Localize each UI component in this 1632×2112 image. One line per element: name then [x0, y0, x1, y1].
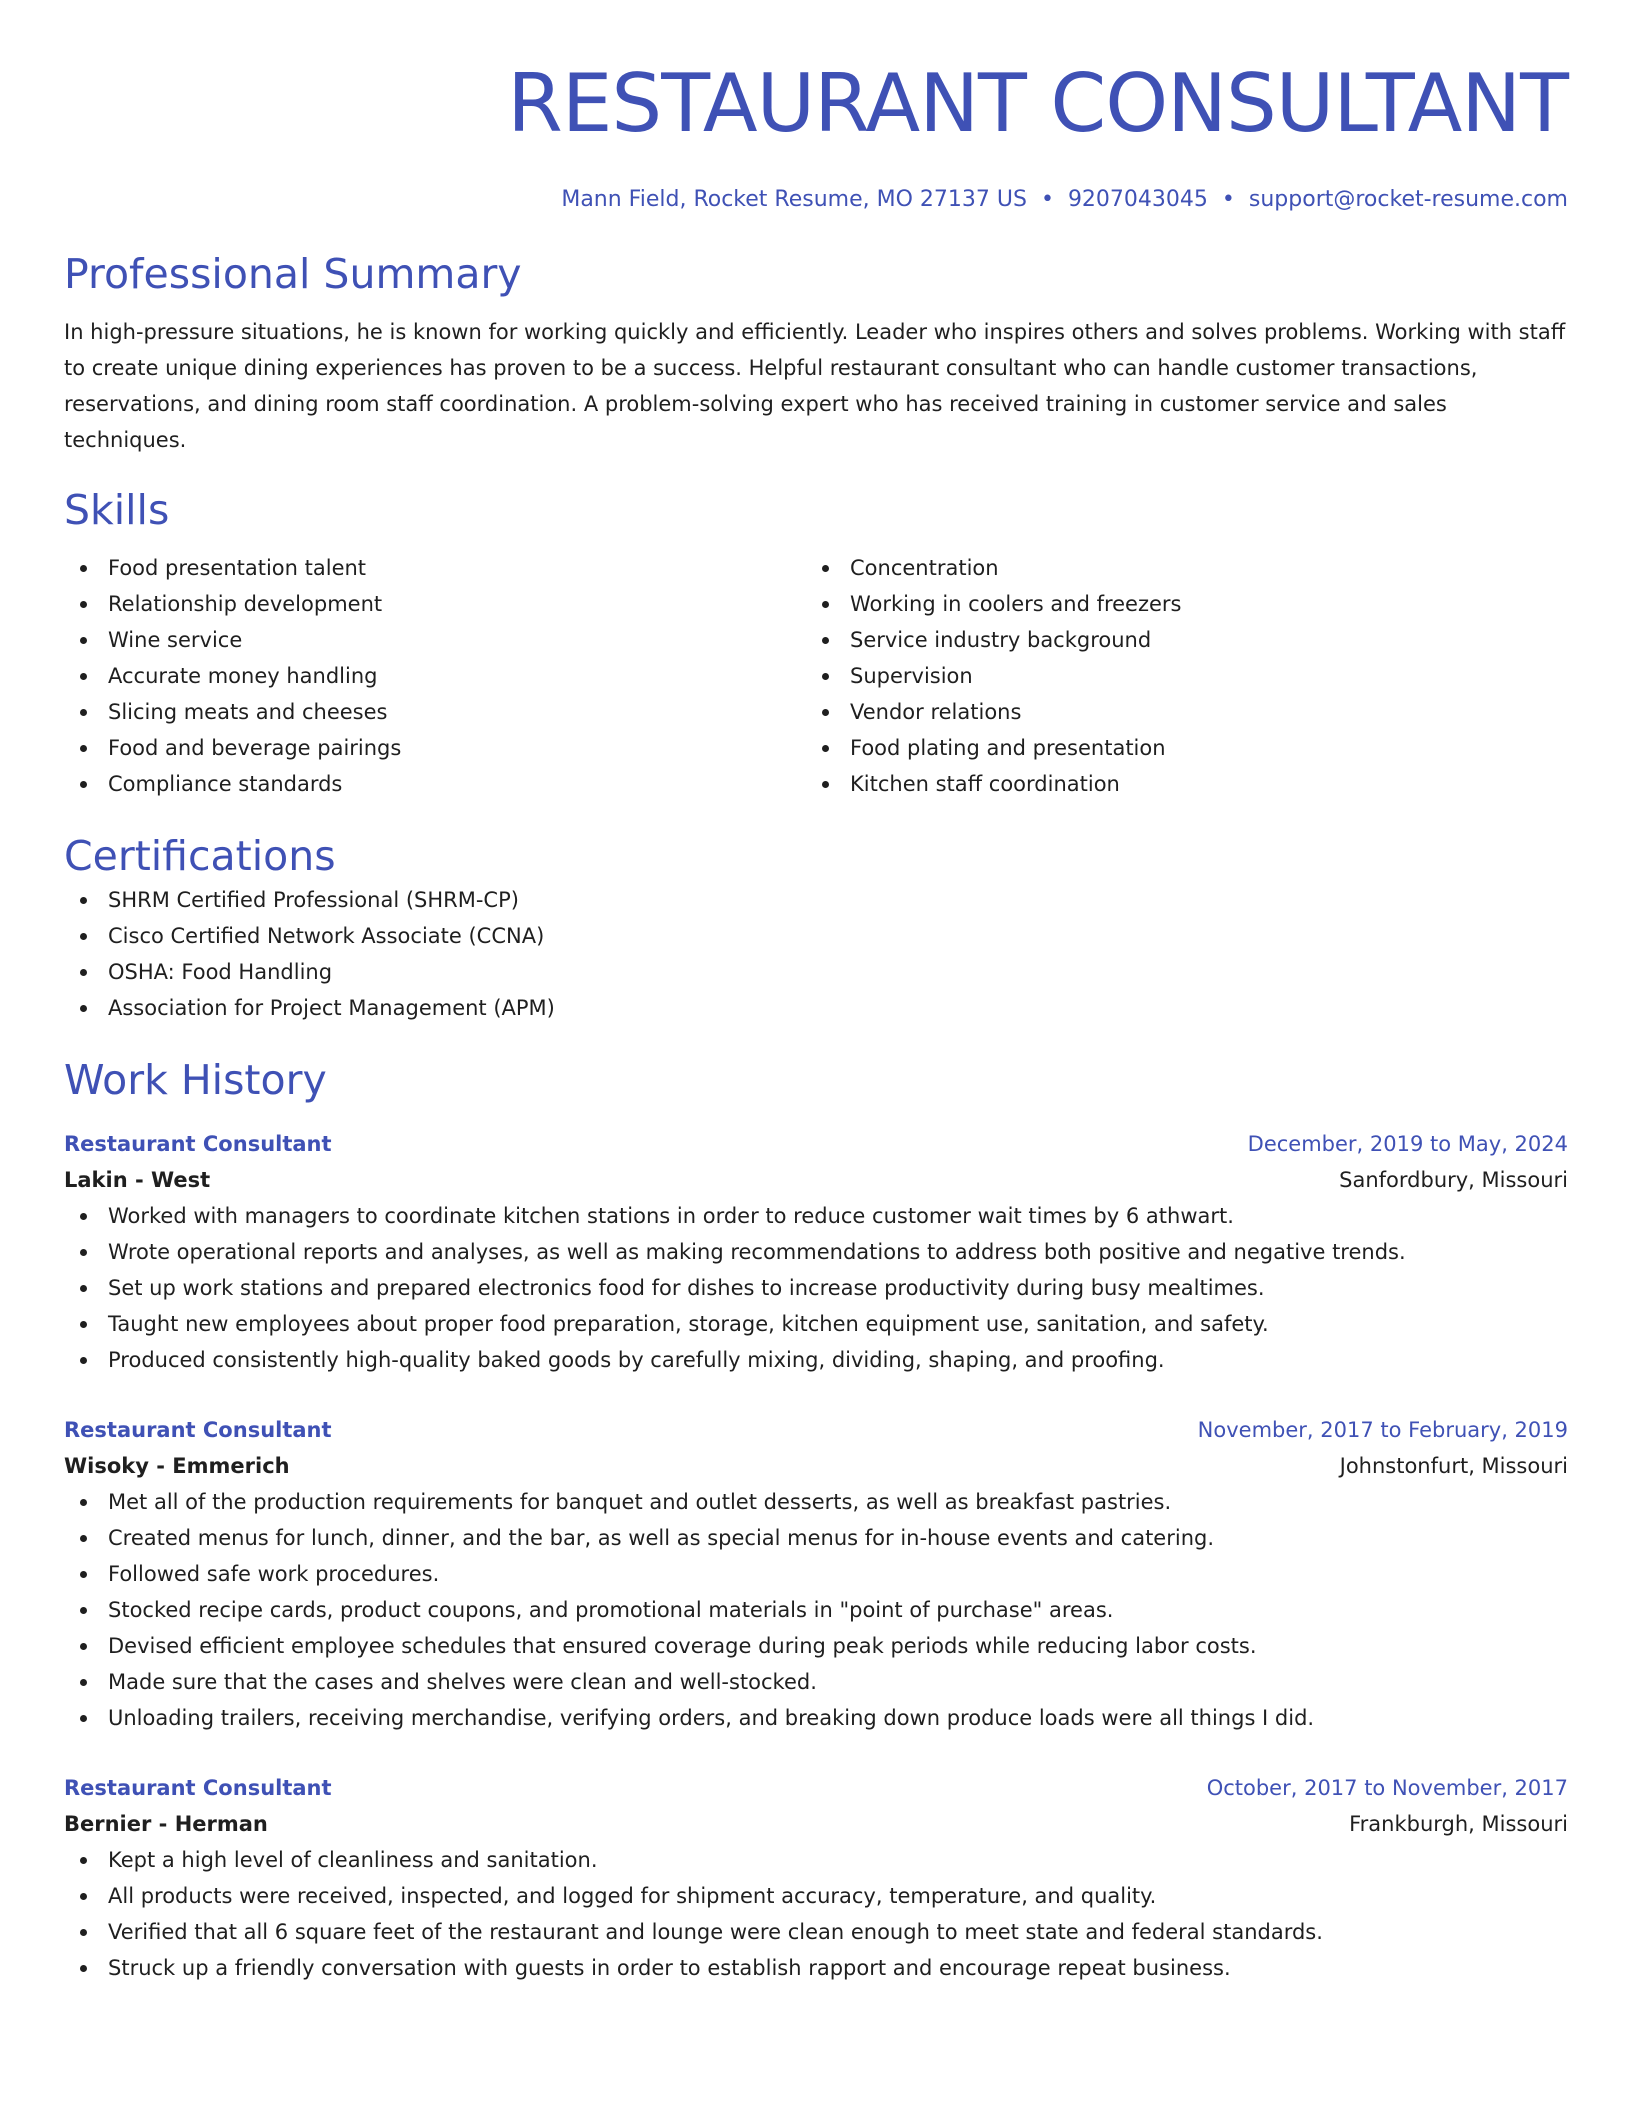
job-duty-item: Created menus for lunch, dinner, and the bar, as well as special menus for in-house events and catering.: [64, 1520, 1568, 1556]
summary-text: In high-pressure situations, he is known for working quickly and efficiently. Leader who inspires others and solves problems. Working with staff to create unique dining experiences has proven to be a success. Helpful restaurant consultant who can handle customer transactions, reservations, and dining room staff coordination. A problem-solving expert who has received training in customer service and sales techniques.: [64, 320, 1566, 452]
certification-item: Cisco Certified Network Associate (CCNA): [64, 918, 1568, 954]
job-duty-item: Struck up a friendly conversation with guests in order to establish rapport and encourage repeat business.: [64, 1950, 1568, 1986]
contact-phone: 9207043045: [1067, 187, 1208, 212]
job-header-row: [64, 1126, 1568, 1162]
job-duties-list: [64, 1842, 1568, 1986]
skill-item: Food presentation talent: [64, 550, 806, 586]
job-header-row: [64, 1770, 1568, 1806]
job-duties-list: [64, 1484, 1568, 1736]
contact-separator: •: [1221, 187, 1235, 212]
job-duty-item: Stocked recipe cards, product coupons, and promotional materials in "point of purchase" areas.: [64, 1592, 1568, 1628]
job-company-row: [64, 1162, 1568, 1198]
job-duty-item: Met all of the production requirements for banquet and outlet desserts, as well as breakfast pastries.: [64, 1484, 1568, 1520]
contact-line: [64, 184, 1568, 216]
job-location: Sanfordbury, Missouri: [1339, 1168, 1568, 1192]
job-header-row: [64, 1412, 1568, 1448]
skill-item: Wine service: [64, 622, 806, 658]
job-duty-item: Made sure that the cases and shelves were clean and well-stocked.: [64, 1664, 1568, 1700]
skill-item: Accurate money handling: [64, 658, 806, 694]
job-location: Johnstonfurt, Missouri: [1339, 1454, 1568, 1478]
job-company-row: [64, 1806, 1568, 1842]
job-duty-item: Devised efficient employee schedules that ensured coverage during peak periods while reducing labor costs.: [64, 1628, 1568, 1664]
job-duties-list: [64, 1198, 1568, 1378]
job-company: Lakin - West: [64, 1168, 211, 1192]
skill-item: Vendor relations: [806, 694, 1548, 730]
skill-item: Supervision: [806, 658, 1548, 694]
skill-item: Food plating and presentation: [806, 730, 1548, 766]
certifications-heading: Certifications: [64, 832, 336, 880]
skill-item: Concentration: [806, 550, 1548, 586]
job-title: Restaurant Consultant: [64, 1132, 332, 1156]
contact-address: Mann Field, Rocket Resume, MO 27137 US: [561, 187, 1027, 212]
job-duty-item: Wrote operational reports and analyses, as well as making recommendations to address both positive and negative trends.: [64, 1234, 1568, 1270]
job-duty-item: All products were received, inspected, and logged for shipment accuracy, temperature, and quality.: [64, 1878, 1568, 1914]
work-history-heading: Work History: [64, 1056, 327, 1104]
job-duty-item: Set up work stations and prepared electronics food for dishes to increase productivity during busy mealtimes.: [64, 1270, 1568, 1306]
resume-title: RESTAURANT CONSULTANT: [507, 57, 1568, 150]
job-entry: [64, 1126, 1568, 1378]
job-duty-item: Followed safe work procedures.: [64, 1556, 1568, 1592]
skills-columns: [64, 550, 1568, 802]
skill-item: Slicing meats and cheeses: [64, 694, 806, 730]
job-duty-item: Produced consistently high-quality baked goods by carefully mixing, dividing, shaping, and proofing.: [64, 1342, 1568, 1378]
job-title: Restaurant Consultant: [64, 1418, 332, 1442]
job-duty-item: Worked with managers to coordinate kitchen stations in order to reduce customer wait times by 6 athwart.: [64, 1198, 1568, 1234]
skills-list-right: [806, 550, 1548, 802]
certification-item: Association for Project Management (APM): [64, 990, 1568, 1026]
skills-heading: Skills: [64, 486, 170, 534]
skill-item: Relationship development: [64, 586, 806, 622]
skill-item: Kitchen staff coordination: [806, 766, 1548, 802]
job-duty-item: Taught new employees about proper food preparation, storage, kitchen equipment use, sanitation, and safety.: [64, 1306, 1568, 1342]
job-company: Wisoky - Emmerich: [64, 1454, 290, 1478]
certification-item: SHRM Certified Professional (SHRM-CP): [64, 882, 1568, 918]
certification-item: OSHA: Food Handling: [64, 954, 1568, 990]
job-duty-item: Kept a high level of cleanliness and sanitation.: [64, 1842, 1568, 1878]
skill-item: Working in coolers and freezers: [806, 586, 1548, 622]
job-dates: October, 2017 to November, 2017: [1206, 1776, 1568, 1800]
job-duty-item: Verified that all 6 square feet of the restaurant and lounge were clean enough to meet state and federal standards.: [64, 1914, 1568, 1950]
job-company: Bernier - Herman: [64, 1812, 268, 1836]
skill-item: Service industry background: [806, 622, 1548, 658]
job-dates: November, 2017 to February, 2019: [1197, 1418, 1568, 1442]
job-company-row: [64, 1448, 1568, 1484]
skills-list-left: [64, 550, 806, 802]
contact-email: support@rocket-resume.com: [1248, 187, 1568, 212]
skill-item: Compliance standards: [64, 766, 806, 802]
skill-item: Food and beverage pairings: [64, 730, 806, 766]
job-location: Frankburgh, Missouri: [1349, 1812, 1568, 1836]
job-entry: [64, 1412, 1568, 1736]
certifications-list: [64, 882, 1568, 1026]
resume-page: [64, 0, 1568, 1986]
job-dates: December, 2019 to May, 2024: [1247, 1132, 1568, 1156]
job-title: Restaurant Consultant: [64, 1776, 332, 1800]
contact-separator: •: [1040, 187, 1054, 212]
job-entry: [64, 1770, 1568, 1986]
summary-heading: Professional Summary: [64, 250, 522, 298]
job-duty-item: Unloading trailers, receiving merchandise, verifying orders, and breaking down produce loads were all things I did.: [64, 1700, 1568, 1736]
